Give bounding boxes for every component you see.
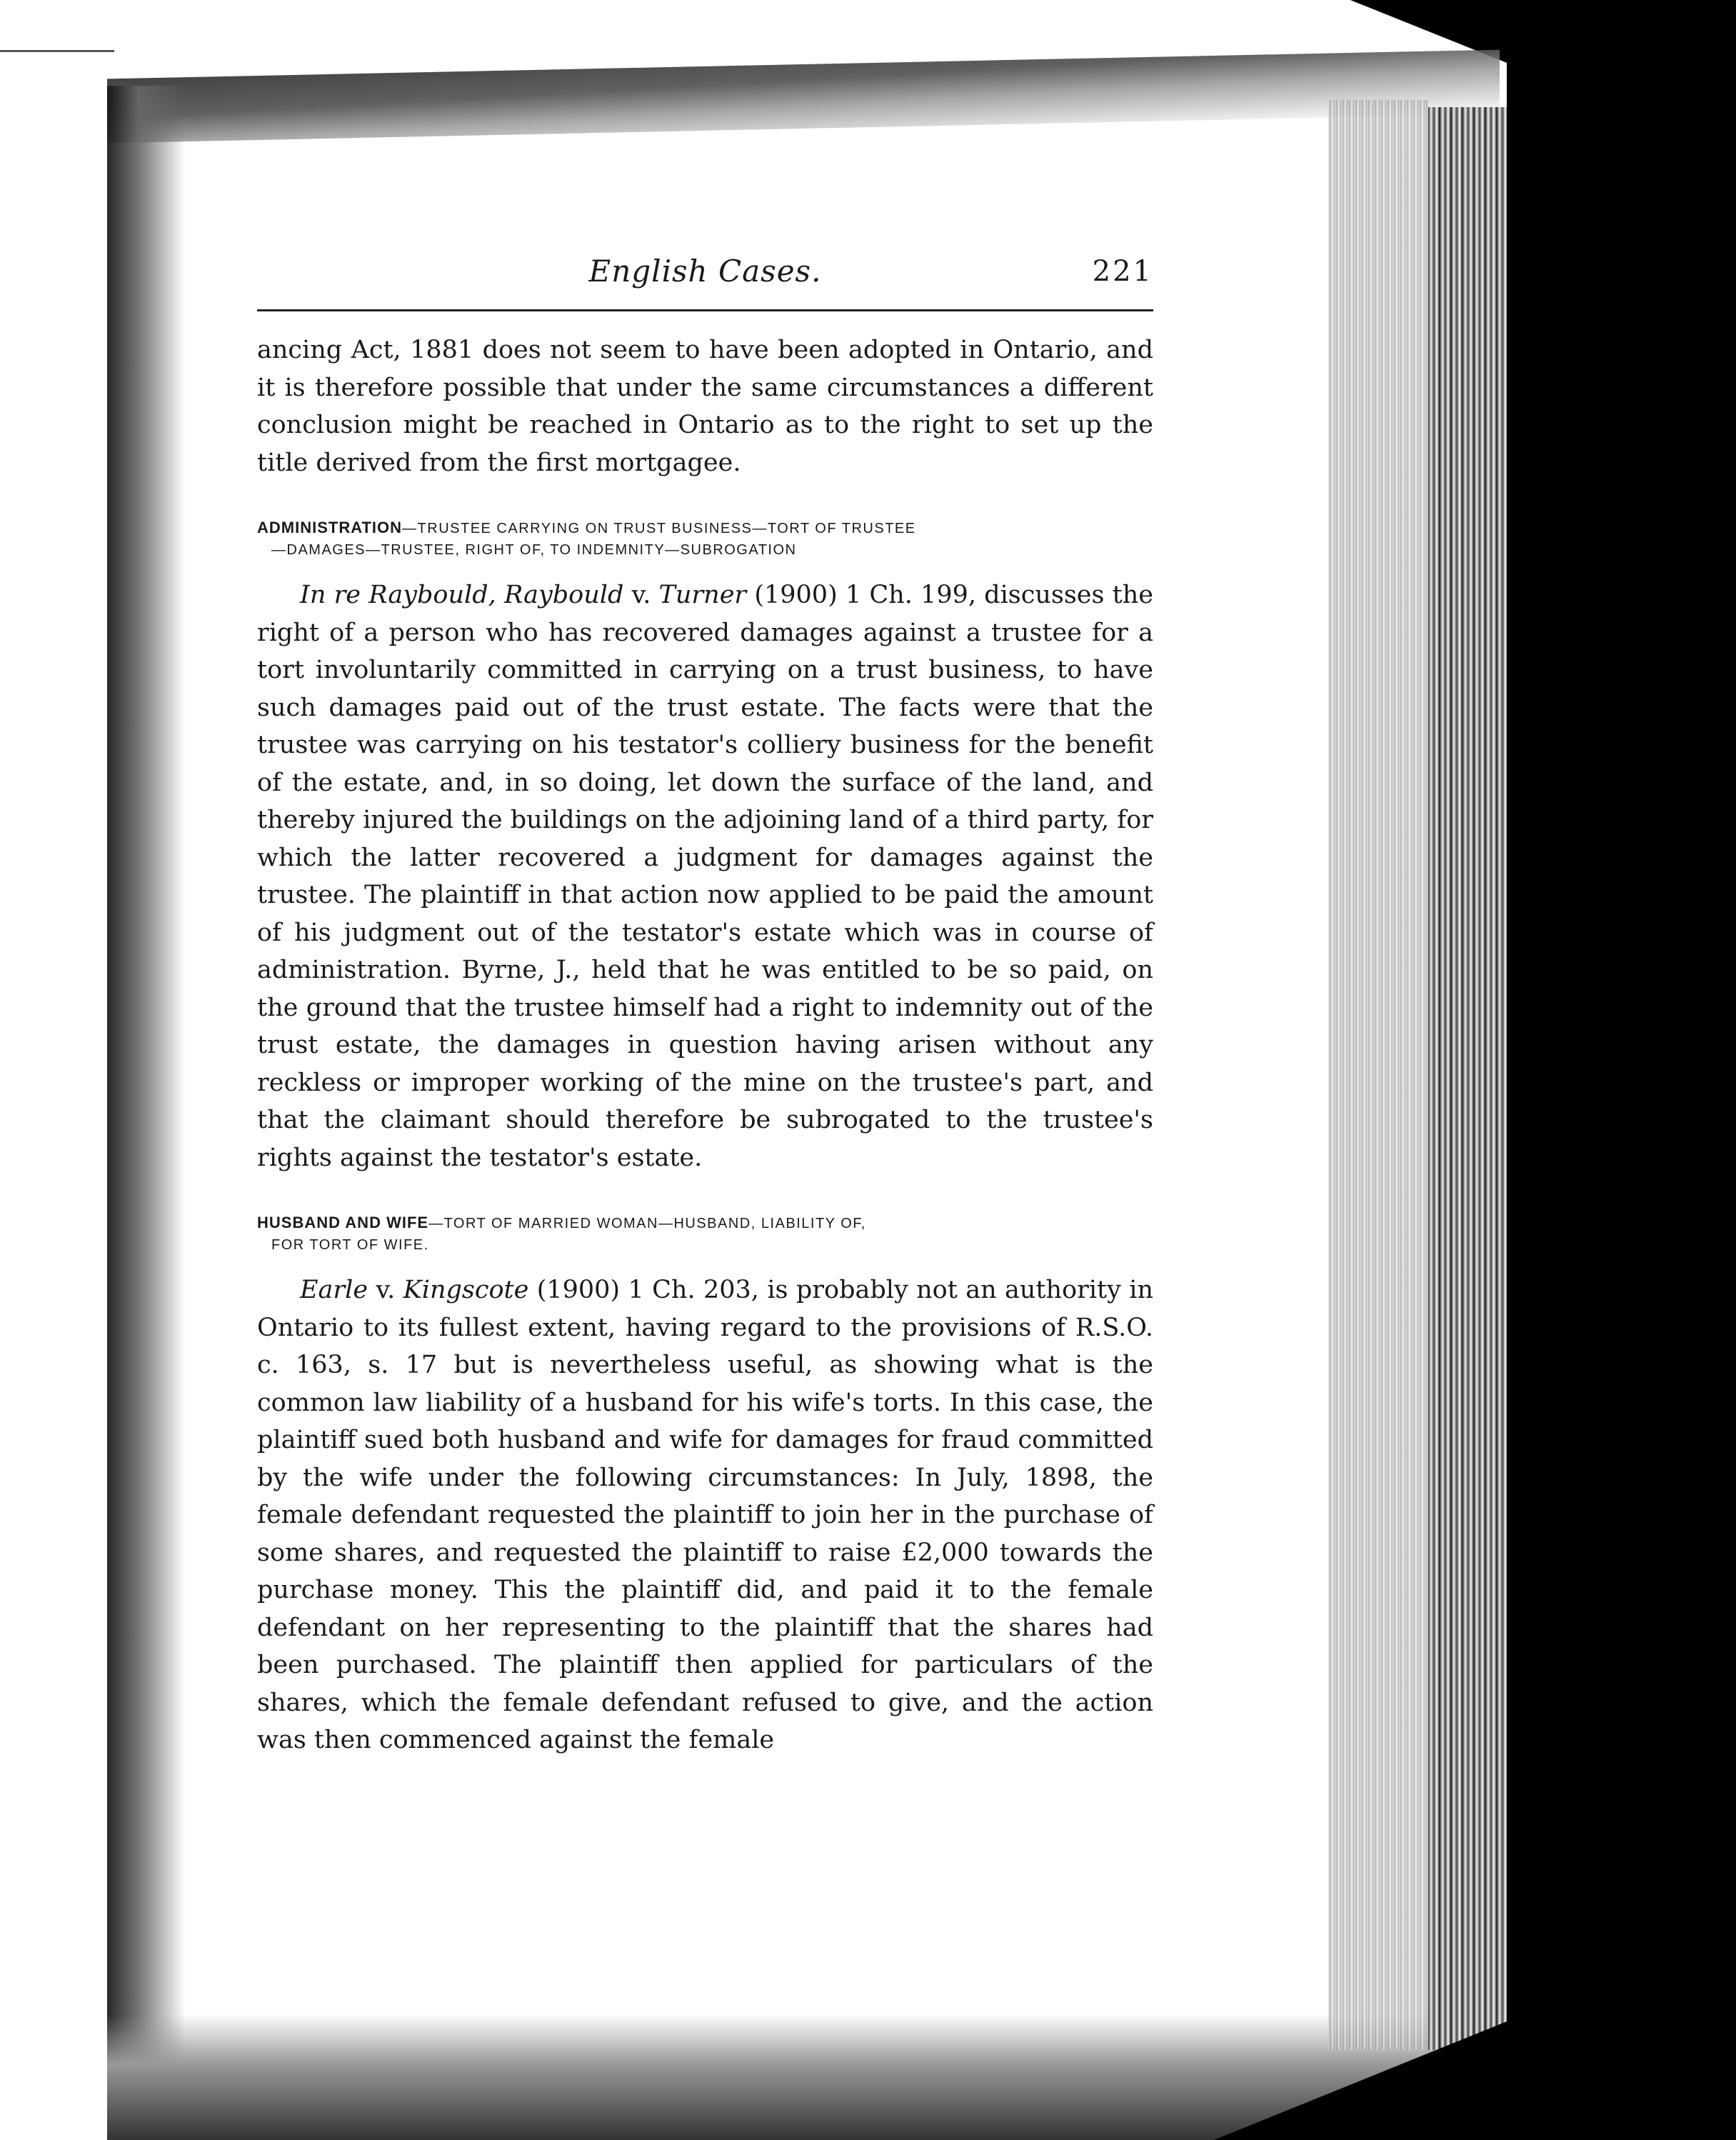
running-title: English Cases. — [588, 254, 822, 289]
case-versus: v. — [368, 1276, 403, 1304]
section-heading — [257, 1212, 1153, 1256]
paragraph — [257, 1271, 1153, 1759]
page-edges — [1328, 100, 1428, 2050]
header-rule — [257, 309, 1153, 311]
heading-rest: —TRUSTEE CARRYING ON TRUST BUSINESS—TORT OF TRUSTEE — [402, 521, 916, 536]
case-name: Kingscote — [403, 1276, 529, 1304]
case-name: Turner — [658, 581, 747, 609]
heading-lead: HUSBAND AND WIFE — [257, 1214, 429, 1231]
paragraph-text: (1900) 1 Ch. 203, is probably not an authority in Ontario to its fullest extent, having regard to the provisions of R.S.O. c. 163, s. 17 but is nevertheless useful, as showing what is the common law liability of a husband for his wife's torts. In this case, the plaintiff sued both husband and wife for damages for fraud committed by the wife under the following circumstances: In July, 1898, the female defendant requested the plaintiff to join her in the purchase of some shares, and requested the plaintiff to raise £2,000 towards the purchase money. This the plaintiff did, and paid it to the female defendant on her representing to the plaintiff that the shares had been purchased. The plaintiff then applied for particulars of the shares, which the female defendant refused to give, and the action was then commenced against the female — [257, 1276, 1153, 1754]
scan-border — [107, 50, 1500, 144]
paragraph: ancing Act, 1881 does not seem to have been adopted in Ontario, and it is therefore possible that under the same circumstances a different conclusion might be reached in Ontario as to the right to set up the title derived from the first mortgagee. — [257, 336, 1153, 477]
heading-line2: —DAMAGES—TRUSTEE, RIGHT OF, TO INDEMNITY—SUBROGATION — [271, 542, 797, 558]
heading-rest: —TORT OF MARRIED WOMAN—HUSBAND, LIABILITY OF, — [428, 1216, 866, 1231]
running-head — [257, 254, 1153, 304]
paragraph-text: (1900) 1 Ch. 199, discusses the right of a person who has recovered damages against a trustee for a tort involuntarily committed in carrying on a trust business, to have such damages paid out of the trust estate. The facts were that the trustee was carrying on his testator's colliery business for the benefit of the estate, and, in so doing, let down the surface of the land, and thereby injured the buildings on the adjoining land of a third party, for which the latter recovered a judgment for damages against the trustee. The plaintiff in that action now applied to be paid the amount of his judgment out of the testator's estate which was in course of administration. Byrne, J., held that he was entitled to be so paid, on the ground that the trustee himself had a right to indemnity out of the trust estate, the damages in question having arisen without any reckless or improper working of the mine on the trustee's part, and that the claimant should therefore be subrogated to the trustee's rights against the testator's estate. — [257, 581, 1154, 1172]
page-edges — [1428, 107, 1507, 2050]
section-heading — [257, 517, 1153, 561]
book-page — [257, 254, 1153, 1759]
heading-lead: ADMINISTRATION — [257, 519, 403, 536]
page-number: 221 — [1092, 255, 1153, 288]
case-name: Earle — [300, 1276, 368, 1304]
heading-line2: FOR TORT OF WIFE. — [271, 1237, 429, 1253]
case-name: In re Raybould, Raybould — [300, 581, 624, 609]
case-versus: v. — [623, 581, 659, 609]
paragraph — [257, 576, 1153, 1176]
scan-border — [1507, 0, 1736, 2140]
scan-border — [107, 86, 186, 2086]
scan-mark — [0, 50, 114, 52]
